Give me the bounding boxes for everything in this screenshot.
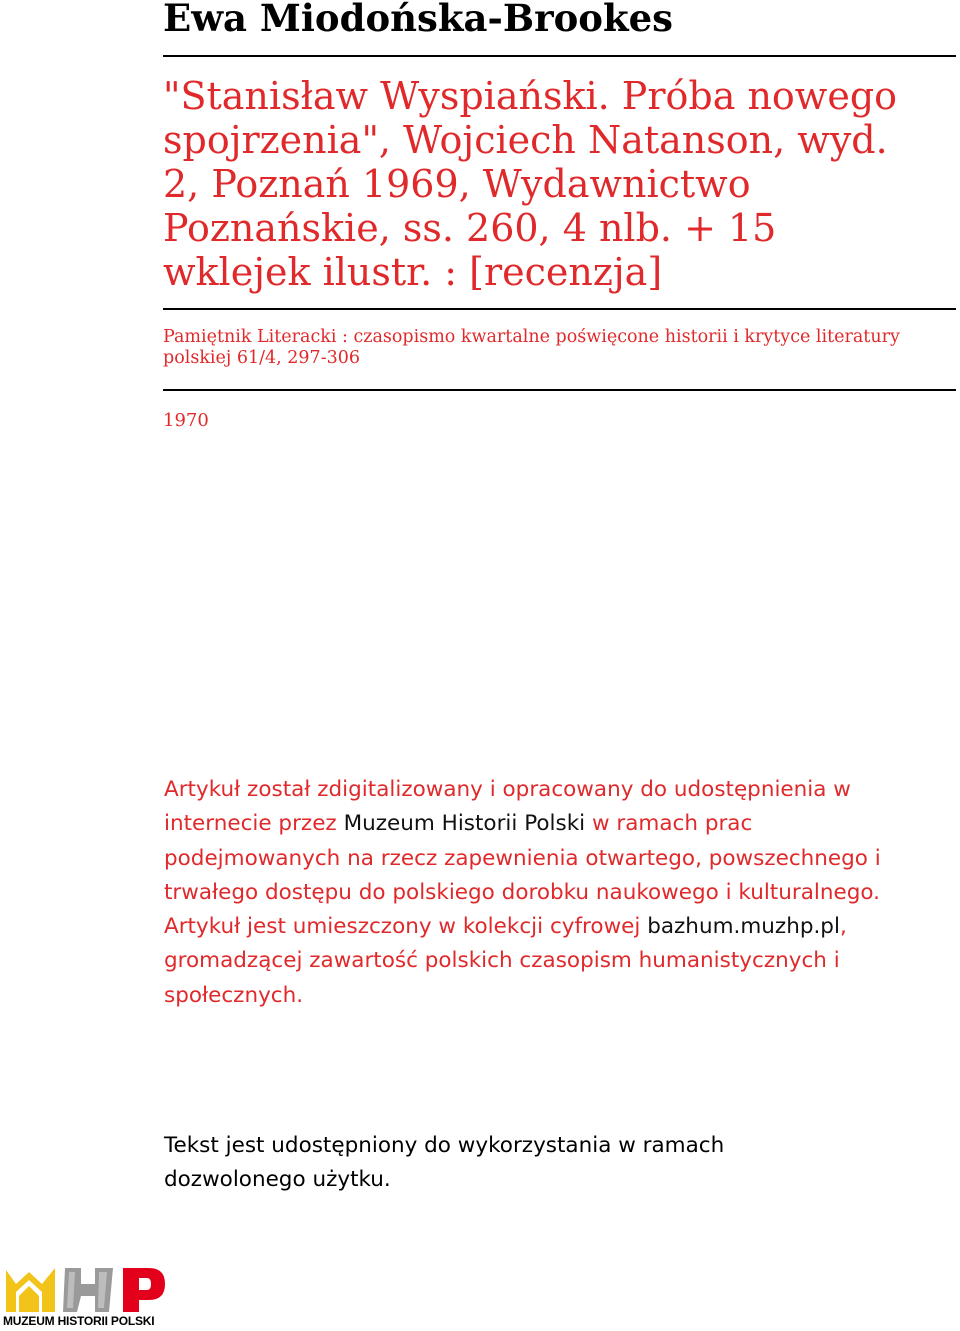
journal-citation: Pamiętnik Literacki : czasopismo kwartalne poświęcone historii i krytyce literatury polskiej 61/4, 297-306 (163, 327, 900, 368)
museum-logo (3, 1262, 168, 1330)
digitization-note-part2: w ramach prac podejmowanych na rzecz zapewnienia otwartego, powszechnego i trwałego dostępu do polskiego dorobku naukowego i kulturalnego. Artykuł jest umieszczony w kolekcji cyfrowej (164, 811, 881, 940)
museum-name: Muzeum Historii Polski (343, 811, 586, 837)
author-name: Ewa Miodońska-Brookes (163, 0, 673, 40)
divider-top (163, 55, 956, 57)
collection-site-link[interactable]: bazhum.muzhp.pl (647, 914, 840, 940)
museum-logo-icon (3, 1262, 168, 1314)
divider-middle (163, 308, 956, 310)
divider-bottom (163, 389, 956, 391)
museum-logo-text: MUZEUM HISTORII POLSKI (3, 1314, 155, 1328)
article-title: "Stanisław Wyspiański. Próba nowego spojrzenia", Wojciech Natanson, wyd. 2, Poznań 1969, Wydawnictwo Poznańskie, ss. 260, 4 nlb. + 15 wklejek ilustr. : [recenzja] (163, 74, 898, 294)
publication-year: 1970 (163, 410, 209, 431)
digitization-note (164, 773, 924, 1013)
license-note: Tekst jest udostępniony do wykorzystania w ramach dozwolonego użytku. (164, 1133, 725, 1193)
digitization-note-part1: Artykuł został zdigitalizowany i opracowany do udostępnienia w internecie przez (164, 777, 851, 837)
digitization-note-part3: , gromadzącej zawartość polskich czasopism humanistycznych i społecznych. (164, 914, 847, 1008)
